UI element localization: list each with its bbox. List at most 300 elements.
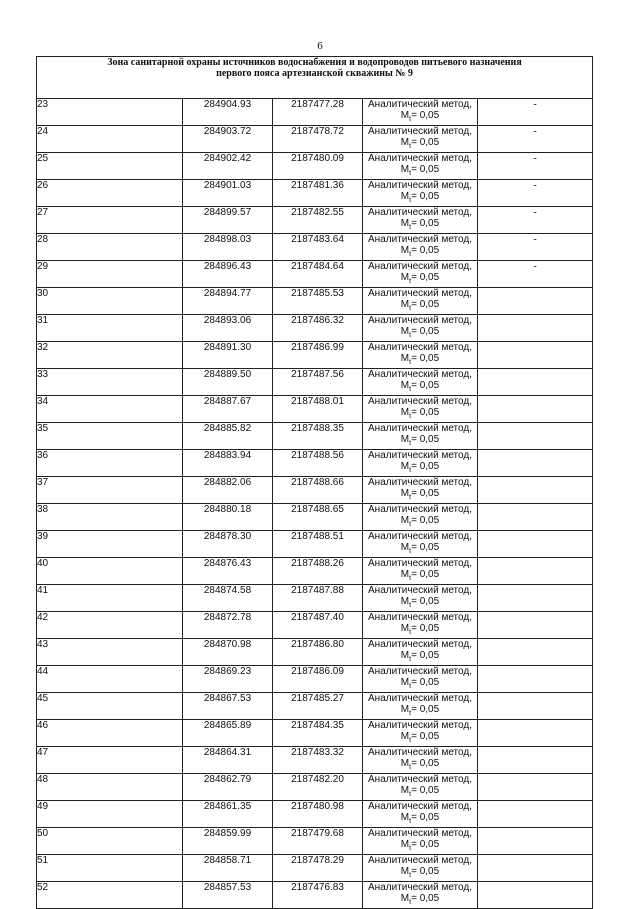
accuracy-subscript: t <box>409 548 412 555</box>
accuracy-value <box>363 866 477 881</box>
coordinate-y: 2187482.55 <box>273 207 363 234</box>
accuracy-subscript: t <box>409 332 412 339</box>
accuracy-value <box>363 785 477 800</box>
coordinate-x: 284862.79 <box>183 774 273 801</box>
accuracy-number: = 0,05 <box>411 461 440 472</box>
coordinate-x: 284861.35 <box>183 801 273 828</box>
coordinate-x: 284858.71 <box>183 855 273 882</box>
method-label: Аналитический метод, <box>368 450 472 461</box>
coordinate-x: 284893.06 <box>183 315 273 342</box>
accuracy-value <box>363 191 477 206</box>
point-number: 37 <box>37 477 183 504</box>
accuracy-subscript: t <box>409 899 412 906</box>
accuracy-value <box>363 164 477 179</box>
method-cell <box>363 288 478 315</box>
coordinate-x: 284903.72 <box>183 126 273 153</box>
method-label: Аналитический метод, <box>368 828 472 839</box>
accuracy-value <box>363 299 477 314</box>
accuracy-symbol: M <box>400 839 410 850</box>
accuracy-number: = 0,05 <box>411 137 440 148</box>
accuracy-value <box>363 650 477 665</box>
accuracy-symbol: M <box>400 191 410 202</box>
method-cell <box>363 882 478 909</box>
note-mark <box>478 855 593 882</box>
point-number: 51 <box>37 855 183 882</box>
accuracy-value <box>363 596 477 611</box>
accuracy-subscript: t <box>409 224 412 231</box>
accuracy-number: = 0,05 <box>411 191 440 202</box>
accuracy-value <box>363 677 477 692</box>
accuracy-value <box>363 434 477 449</box>
accuracy-number: = 0,05 <box>411 812 440 823</box>
coordinates-table <box>36 56 593 909</box>
accuracy-number: = 0,05 <box>411 299 440 310</box>
method-label: Аналитический метод, <box>368 774 472 785</box>
coordinate-y: 2187488.51 <box>273 531 363 558</box>
method-cell <box>363 207 478 234</box>
coordinate-x: 284857.53 <box>183 882 273 909</box>
accuracy-symbol: M <box>400 542 410 553</box>
method-cell <box>363 126 478 153</box>
coordinate-x: 284887.67 <box>183 396 273 423</box>
method-label: Аналитический метод, <box>368 720 472 731</box>
table-row <box>37 423 593 450</box>
point-number: 32 <box>37 342 183 369</box>
table-row <box>37 855 593 882</box>
method-label: Аналитический метод, <box>368 531 472 542</box>
accuracy-value <box>363 893 477 908</box>
accuracy-number: = 0,05 <box>411 839 440 850</box>
method-label: Аналитический метод, <box>368 288 472 299</box>
coordinate-x: 284867.53 <box>183 693 273 720</box>
note-mark <box>478 828 593 855</box>
note-mark <box>478 801 593 828</box>
accuracy-symbol: M <box>400 758 410 769</box>
table-row <box>37 99 593 126</box>
accuracy-number: = 0,05 <box>411 623 440 634</box>
accuracy-number: = 0,05 <box>411 407 440 418</box>
method-cell <box>363 855 478 882</box>
coordinate-x: 284869.23 <box>183 666 273 693</box>
accuracy-number: = 0,05 <box>411 677 440 688</box>
point-number: 23 <box>37 99 183 126</box>
table-row <box>37 882 593 909</box>
note-mark: - <box>478 207 593 234</box>
accuracy-symbol: M <box>400 704 410 715</box>
method-cell <box>363 450 478 477</box>
point-number: 40 <box>37 558 183 585</box>
table-row <box>37 369 593 396</box>
accuracy-number: = 0,05 <box>411 731 440 742</box>
accuracy-value <box>363 704 477 719</box>
note-mark <box>478 639 593 666</box>
coordinate-y: 2187476.83 <box>273 882 363 909</box>
coordinate-x: 284882.06 <box>183 477 273 504</box>
accuracy-subscript: t <box>409 143 412 150</box>
coordinate-y: 2187482.20 <box>273 774 363 801</box>
method-cell <box>363 234 478 261</box>
accuracy-subscript: t <box>409 845 412 852</box>
method-cell <box>363 180 478 207</box>
point-number: 45 <box>37 693 183 720</box>
accuracy-number: = 0,05 <box>411 650 440 661</box>
accuracy-symbol: M <box>400 407 410 418</box>
title-line-1: Зона санитарной охраны источников водоснабжения и водопроводов питьевого назначения <box>107 57 522 68</box>
note-mark <box>478 666 593 693</box>
accuracy-subscript: t <box>409 818 412 825</box>
table-row <box>37 342 593 369</box>
note-mark <box>478 342 593 369</box>
accuracy-number: = 0,05 <box>411 218 440 229</box>
note-mark <box>478 504 593 531</box>
table-title <box>37 57 593 99</box>
coordinate-y: 2187480.09 <box>273 153 363 180</box>
method-cell <box>363 666 478 693</box>
table-row <box>37 639 593 666</box>
table-row <box>37 828 593 855</box>
accuracy-symbol: M <box>400 893 410 904</box>
note-mark <box>478 315 593 342</box>
accuracy-number: = 0,05 <box>411 866 440 877</box>
accuracy-subscript: t <box>409 413 412 420</box>
table-row <box>37 612 593 639</box>
coordinate-x: 284901.03 <box>183 180 273 207</box>
accuracy-symbol: M <box>400 299 410 310</box>
method-label: Аналитический метод, <box>368 180 472 191</box>
point-number: 42 <box>37 612 183 639</box>
accuracy-number: = 0,05 <box>411 110 440 121</box>
method-cell <box>363 477 478 504</box>
method-label: Аналитический метод, <box>368 612 472 623</box>
method-cell <box>363 693 478 720</box>
method-label: Аналитический метод, <box>368 342 472 353</box>
accuracy-subscript: t <box>409 116 412 123</box>
table-row <box>37 720 593 747</box>
point-number: 38 <box>37 504 183 531</box>
note-mark <box>478 720 593 747</box>
accuracy-number: = 0,05 <box>411 380 440 391</box>
point-number: 39 <box>37 531 183 558</box>
table-row <box>37 450 593 477</box>
accuracy-number: = 0,05 <box>411 326 440 337</box>
coordinate-y: 2187484.64 <box>273 261 363 288</box>
coordinate-y: 2187487.40 <box>273 612 363 639</box>
table-row <box>37 126 593 153</box>
accuracy-symbol: M <box>400 515 410 526</box>
table-row <box>37 180 593 207</box>
coordinate-y: 2187483.32 <box>273 747 363 774</box>
coordinate-y: 2187486.80 <box>273 639 363 666</box>
accuracy-symbol: M <box>400 623 410 634</box>
accuracy-number: = 0,05 <box>411 758 440 769</box>
point-number: 25 <box>37 153 183 180</box>
accuracy-value <box>363 137 477 152</box>
method-label: Аналитический метод, <box>368 558 472 569</box>
note-mark <box>478 693 593 720</box>
note-mark <box>478 477 593 504</box>
title-line-2: первого пояса артезианской скважины № 9 <box>216 68 413 79</box>
method-label: Аналитический метод, <box>368 423 472 434</box>
accuracy-symbol: M <box>400 272 410 283</box>
accuracy-value <box>363 110 477 125</box>
note-mark <box>478 747 593 774</box>
coordinate-y: 2187478.29 <box>273 855 363 882</box>
point-number: 31 <box>37 315 183 342</box>
accuracy-subscript: t <box>409 602 412 609</box>
table-row <box>37 315 593 342</box>
method-label: Аналитический метод, <box>368 477 472 488</box>
accuracy-value <box>363 461 477 476</box>
coordinate-y: 2187488.35 <box>273 423 363 450</box>
point-number: 49 <box>37 801 183 828</box>
accuracy-subscript: t <box>409 575 412 582</box>
accuracy-value <box>363 407 477 422</box>
accuracy-subscript: t <box>409 386 412 393</box>
method-cell <box>363 531 478 558</box>
method-label: Аналитический метод, <box>368 855 472 866</box>
method-label: Аналитический метод, <box>368 666 472 677</box>
method-label: Аналитический метод, <box>368 585 472 596</box>
note-mark: - <box>478 234 593 261</box>
point-number: 36 <box>37 450 183 477</box>
accuracy-symbol: M <box>400 110 410 121</box>
accuracy-subscript: t <box>409 440 412 447</box>
accuracy-number: = 0,05 <box>411 893 440 904</box>
coordinate-y: 2187483.64 <box>273 234 363 261</box>
accuracy-number: = 0,05 <box>411 515 440 526</box>
table-row <box>37 585 593 612</box>
method-cell <box>363 612 478 639</box>
accuracy-number: = 0,05 <box>411 245 440 256</box>
method-label: Аналитический метод, <box>368 693 472 704</box>
method-label: Аналитический метод, <box>368 369 472 380</box>
accuracy-subscript: t <box>409 710 412 717</box>
accuracy-value <box>363 353 477 368</box>
method-label: Аналитический метод, <box>368 315 472 326</box>
accuracy-number: = 0,05 <box>411 353 440 364</box>
accuracy-value <box>363 569 477 584</box>
accuracy-subscript: t <box>409 251 412 258</box>
table-row <box>37 747 593 774</box>
accuracy-symbol: M <box>400 326 410 337</box>
note-mark: - <box>478 261 593 288</box>
table-row <box>37 666 593 693</box>
coordinate-x: 284870.98 <box>183 639 273 666</box>
note-mark <box>478 531 593 558</box>
accuracy-number: = 0,05 <box>411 542 440 553</box>
table-row <box>37 396 593 423</box>
accuracy-value <box>363 326 477 341</box>
table-row <box>37 477 593 504</box>
method-label: Аналитический метод, <box>368 639 472 650</box>
coordinate-y: 2187477.28 <box>273 99 363 126</box>
method-cell <box>363 342 478 369</box>
accuracy-subscript: t <box>409 764 412 771</box>
coordinate-x: 284885.82 <box>183 423 273 450</box>
accuracy-subscript: t <box>409 683 412 690</box>
accuracy-symbol: M <box>400 461 410 472</box>
accuracy-value <box>363 218 477 233</box>
point-number: 46 <box>37 720 183 747</box>
accuracy-subscript: t <box>409 521 412 528</box>
table-row <box>37 153 593 180</box>
note-mark: - <box>478 180 593 207</box>
page-number: 6 <box>317 40 323 52</box>
method-cell <box>363 828 478 855</box>
point-number: 24 <box>37 126 183 153</box>
coordinate-x: 284904.93 <box>183 99 273 126</box>
note-mark <box>478 396 593 423</box>
coordinate-y: 2187488.56 <box>273 450 363 477</box>
note-mark: - <box>478 99 593 126</box>
accuracy-subscript: t <box>409 629 412 636</box>
point-number: 26 <box>37 180 183 207</box>
table-row <box>37 234 593 261</box>
coordinate-x: 284898.03 <box>183 234 273 261</box>
accuracy-subscript: t <box>409 359 412 366</box>
coordinate-x: 284880.18 <box>183 504 273 531</box>
accuracy-number: = 0,05 <box>411 434 440 445</box>
accuracy-value <box>363 839 477 854</box>
coordinate-x: 284894.77 <box>183 288 273 315</box>
note-mark <box>478 558 593 585</box>
accuracy-value <box>363 812 477 827</box>
coordinate-y: 2187478.72 <box>273 126 363 153</box>
accuracy-number: = 0,05 <box>411 596 440 607</box>
method-cell <box>363 423 478 450</box>
accuracy-number: = 0,05 <box>411 704 440 715</box>
accuracy-symbol: M <box>400 812 410 823</box>
method-cell <box>363 261 478 288</box>
coordinate-x: 284865.89 <box>183 720 273 747</box>
note-mark <box>478 423 593 450</box>
note-mark: - <box>478 126 593 153</box>
coordinate-y: 2187480.98 <box>273 801 363 828</box>
point-number: 44 <box>37 666 183 693</box>
accuracy-symbol: M <box>400 218 410 229</box>
coordinate-y: 2187486.32 <box>273 315 363 342</box>
method-label: Аналитический метод, <box>368 234 472 245</box>
method-cell <box>363 504 478 531</box>
coordinate-x: 284859.99 <box>183 828 273 855</box>
note-mark <box>478 612 593 639</box>
note-mark <box>478 369 593 396</box>
coordinate-y: 2187488.65 <box>273 504 363 531</box>
table-row <box>37 207 593 234</box>
coordinate-y: 2187488.26 <box>273 558 363 585</box>
method-label: Аналитический метод, <box>368 882 472 893</box>
accuracy-subscript: t <box>409 197 412 204</box>
table-row <box>37 801 593 828</box>
method-cell <box>363 99 478 126</box>
table-row <box>37 261 593 288</box>
accuracy-symbol: M <box>400 569 410 580</box>
coordinate-y: 2187481.36 <box>273 180 363 207</box>
coordinate-x: 284899.57 <box>183 207 273 234</box>
coordinate-x: 284872.78 <box>183 612 273 639</box>
coordinate-y: 2187486.99 <box>273 342 363 369</box>
accuracy-number: = 0,05 <box>411 488 440 499</box>
table-row <box>37 531 593 558</box>
coordinate-x: 284864.31 <box>183 747 273 774</box>
method-cell <box>363 585 478 612</box>
coordinate-x: 284889.50 <box>183 369 273 396</box>
table-row <box>37 693 593 720</box>
method-label: Аналитический метод, <box>368 504 472 515</box>
accuracy-value <box>363 731 477 746</box>
accuracy-subscript: t <box>409 656 412 663</box>
accuracy-subscript: t <box>409 170 412 177</box>
point-number: 30 <box>37 288 183 315</box>
accuracy-symbol: M <box>400 785 410 796</box>
method-cell <box>363 153 478 180</box>
accuracy-number: = 0,05 <box>411 164 440 175</box>
accuracy-value <box>363 272 477 287</box>
coordinate-y: 2187486.09 <box>273 666 363 693</box>
method-label: Аналитический метод, <box>368 801 472 812</box>
coordinate-x: 284876.43 <box>183 558 273 585</box>
point-number: 43 <box>37 639 183 666</box>
table-row <box>37 504 593 531</box>
point-number: 35 <box>37 423 183 450</box>
coordinate-x: 284902.42 <box>183 153 273 180</box>
accuracy-number: = 0,05 <box>411 785 440 796</box>
accuracy-value <box>363 758 477 773</box>
point-number: 27 <box>37 207 183 234</box>
coordinate-y: 2187487.56 <box>273 369 363 396</box>
point-number: 52 <box>37 882 183 909</box>
method-label: Аналитический метод, <box>368 126 472 137</box>
method-cell <box>363 369 478 396</box>
coordinate-y: 2187487.88 <box>273 585 363 612</box>
coordinate-y: 2187485.27 <box>273 693 363 720</box>
note-mark <box>478 450 593 477</box>
accuracy-subscript: t <box>409 305 412 312</box>
coordinate-y: 2187488.01 <box>273 396 363 423</box>
accuracy-symbol: M <box>400 353 410 364</box>
point-number: 48 <box>37 774 183 801</box>
table-row <box>37 774 593 801</box>
method-cell <box>363 720 478 747</box>
method-cell <box>363 747 478 774</box>
accuracy-value <box>363 488 477 503</box>
coordinate-x: 284891.30 <box>183 342 273 369</box>
note-mark: - <box>478 153 593 180</box>
table-row <box>37 558 593 585</box>
note-mark <box>478 288 593 315</box>
accuracy-subscript: t <box>409 467 412 474</box>
point-number: 28 <box>37 234 183 261</box>
accuracy-subscript: t <box>409 737 412 744</box>
accuracy-number: = 0,05 <box>411 569 440 580</box>
point-number: 41 <box>37 585 183 612</box>
point-number: 34 <box>37 396 183 423</box>
accuracy-value <box>363 515 477 530</box>
accuracy-symbol: M <box>400 245 410 256</box>
method-label: Аналитический метод, <box>368 747 472 758</box>
accuracy-symbol: M <box>400 380 410 391</box>
method-label: Аналитический метод, <box>368 207 472 218</box>
point-number: 33 <box>37 369 183 396</box>
method-label: Аналитический метод, <box>368 261 472 272</box>
accuracy-symbol: M <box>400 488 410 499</box>
method-cell <box>363 558 478 585</box>
note-mark <box>478 585 593 612</box>
point-number: 47 <box>37 747 183 774</box>
accuracy-symbol: M <box>400 596 410 607</box>
coordinate-x: 284896.43 <box>183 261 273 288</box>
accuracy-subscript: t <box>409 494 412 501</box>
